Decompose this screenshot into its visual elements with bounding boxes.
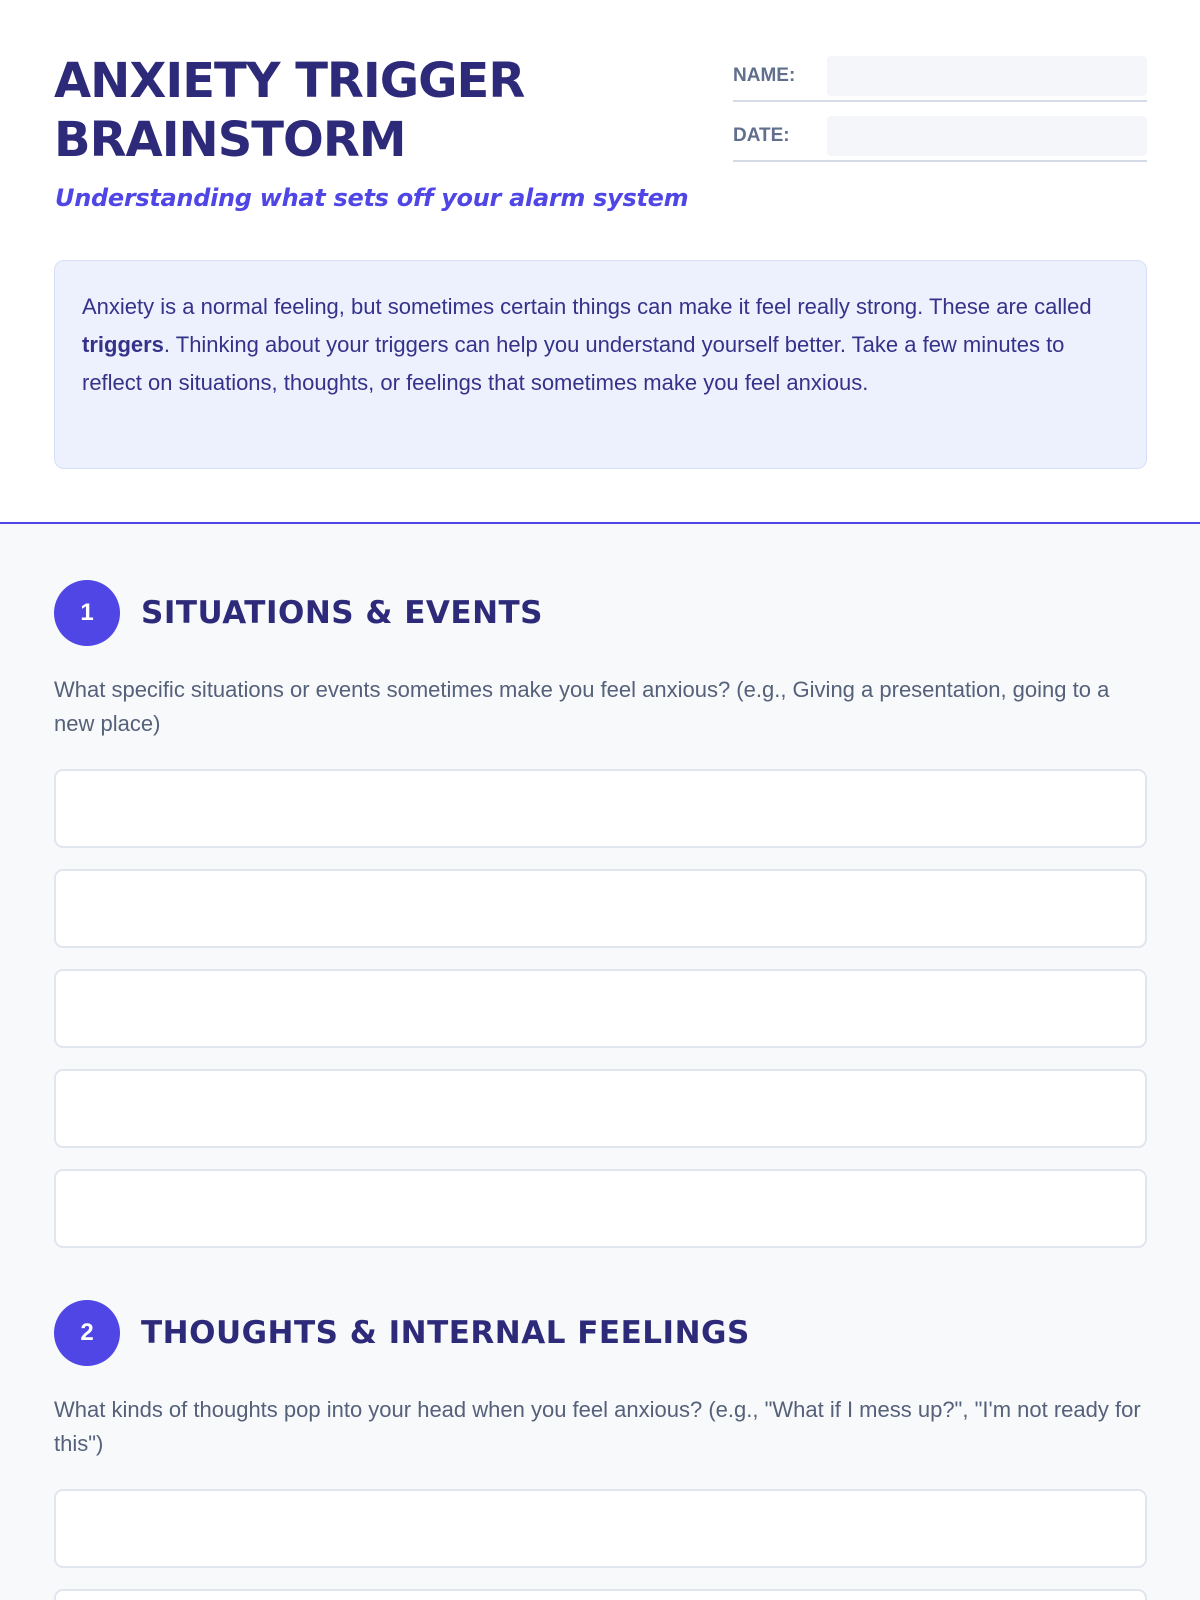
section-thoughts [54,1300,1147,1600]
title-line-2: BRAINSTORM [54,112,406,168]
answer-field[interactable] [54,1589,1147,1600]
answer-field[interactable] [54,1169,1147,1248]
intro-text-end: . Thinking about your triggers can help you understand yourself better. Take a few minutes to reflect on situations, thoughts, or feelings that sometimes make you feel anxious. [82,332,1065,395]
section-header [54,1300,1147,1366]
worksheet-body [0,524,1200,1600]
section-title: SITUATIONS & EVENTS [141,595,543,631]
intro-box [54,260,1147,469]
answer-list [54,769,1147,1248]
section-situations [54,580,1147,1248]
intro-bold-word: triggers [82,332,164,357]
date-field[interactable] [827,116,1147,156]
name-field[interactable] [827,56,1147,96]
meta-fields [733,52,1147,172]
intro-text-start: Anxiety is a normal feeling, but sometimes certain things can make it feel really strong. These are called [82,294,1092,319]
answer-field[interactable] [54,869,1147,948]
date-label: DATE: [733,125,790,146]
answer-field[interactable] [54,969,1147,1048]
date-row [733,112,1147,162]
answer-field[interactable] [54,1489,1147,1568]
section-number-badge: 1 [54,580,120,646]
answer-list [54,1489,1147,1600]
name-label: NAME: [733,65,796,86]
section-prompt: What specific situations or events sometimes make you feel anxious? (e.g., Giving a presentation, going to a new place) [54,677,1110,736]
answer-field[interactable] [54,1069,1147,1148]
section-prompt: What kinds of thoughts pop into your head when you feel anxious? (e.g., "What if I mess up?", "I'm not ready for this") [54,1397,1141,1456]
page-title [54,52,614,170]
worksheet-header [0,0,1200,524]
title-line-1: ANXIETY TRIGGER [54,53,525,109]
section-number-badge: 2 [54,1300,120,1366]
name-row [733,52,1147,102]
answer-field[interactable] [54,769,1147,848]
page-subtitle: Understanding what sets off your alarm system [55,184,689,212]
section-header [54,580,1147,646]
section-title: THOUGHTS & INTERNAL FEELINGS [141,1315,750,1351]
